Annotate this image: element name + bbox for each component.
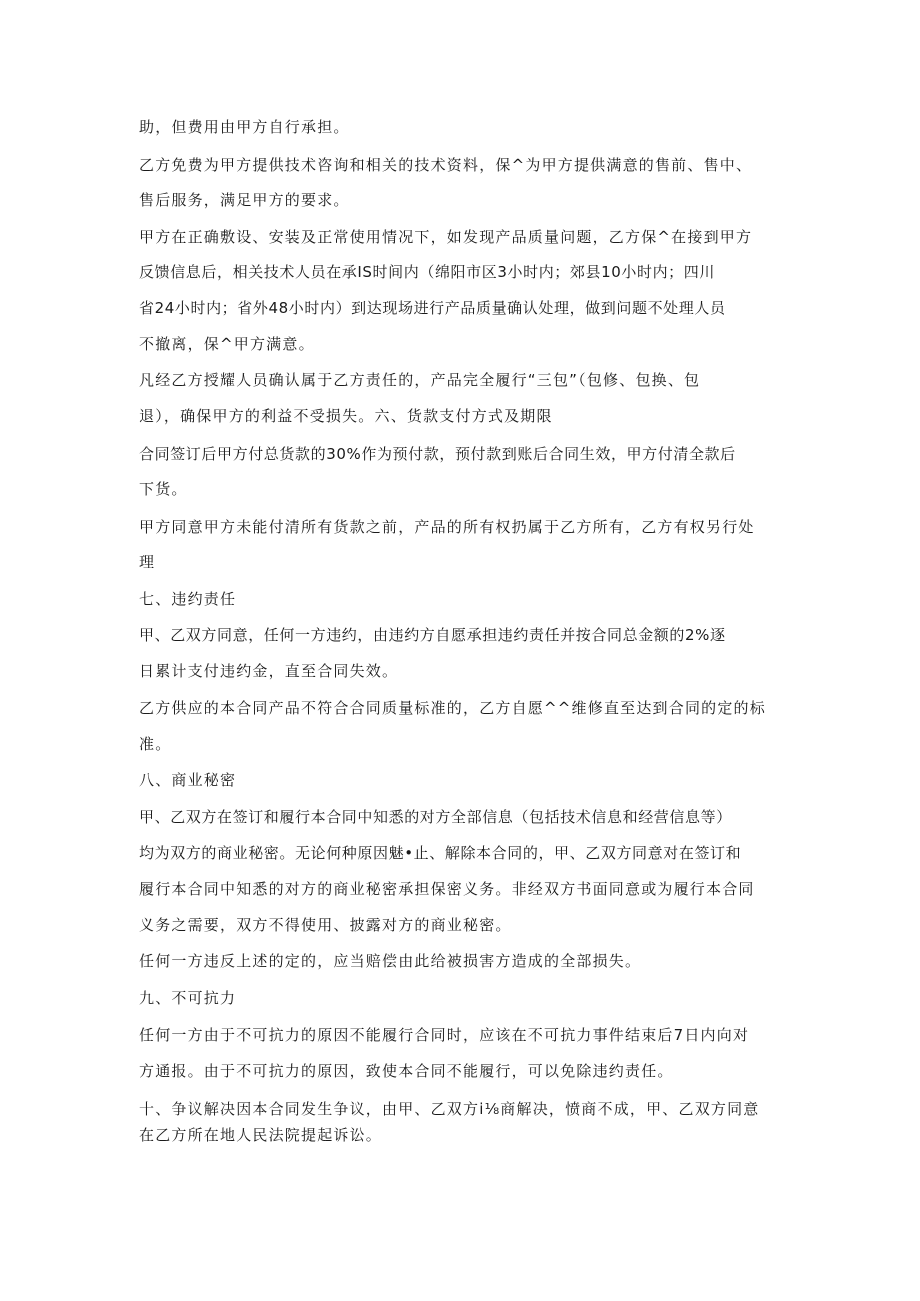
text-line: 十、争议解决因本合同发生争议，由甲、乙双方i⅛商解决，愤商不成，甲、乙双方同意 [139, 1100, 760, 1118]
text-line: 甲、乙双方在签订和履行本合同中知悉的对方全部信息（包括技术信息和经营信息等） [139, 808, 732, 826]
text-line: 合同签订后甲方付总货款的30%作为预付款，预付款到账后合同生效，甲方付清全款后 [139, 445, 736, 463]
text-line: 省24小时内；省外48小时内）到达现场进行产品质量确认处理，做到问题不处理人员 [139, 299, 726, 317]
text-line: 甲、乙双方同意，任何一方违约，由违约方自愿承担违约责任并按合同总金额的2%逐 [139, 626, 726, 644]
text-line: 义务之需要，双方不得使用、披露对方的商业秘密。 [139, 916, 512, 934]
text-line: 甲方同意甲方未能付清所有货款之前，产品的所有权扔属于乙方所有，乙方有权另行处 [139, 518, 755, 536]
text-line: 方通报。由于不可抗力的原因，致使本合同不能履行，可以免除违约责任。 [139, 1062, 674, 1080]
text-line: 凡经乙方授耀人员确认属于乙方责任的，产品完全履行“三包”（包修、包换、包 [139, 371, 701, 389]
text-line: 售后服务，满足甲方的要求。 [139, 191, 350, 209]
text-line: 助，但费用由甲方自行承担。 [139, 118, 350, 136]
text-line: 在乙方所在地人民法院提起诉讼。 [139, 1126, 383, 1144]
section-heading: 九、不可抗力 [139, 989, 237, 1007]
text-line: 下货。 [139, 480, 188, 498]
text-line: 不撤离，保^甲方满意。 [139, 335, 315, 353]
text-line: 退），确保甲方的利益不受损失。六、货款支付方式及期限 [139, 407, 553, 425]
text-line: 日累计支付违约金，直至合同失效。 [139, 662, 399, 680]
text-line: 均为双方的商业秘密。无论何种原因魅•止、解除本合同的，甲、乙双方同意对在签订和 [139, 844, 742, 862]
text-line: 甲方在正确敷设、安装及正常使用情况下，如发现产品质量问题，乙方保^在接到甲方 [139, 228, 753, 246]
text-line: 任何一方违反上述的定的，应当赔偿由此给被损害方造成的全部损失。 [139, 952, 642, 970]
text-line: 理 [139, 553, 156, 571]
text-line: 反馈信息后，相关技术人员在承IS时间内（绵阳市区3小时内；郊县10小时内；四川 [139, 263, 715, 281]
text-line: 乙方供应的本合同产品不符合合同质量标准的，乙方自愿^^维修直至达到合同的定的标 [139, 699, 766, 717]
text-line: 履行本合同中知悉的对方的商业秘密承担保密义务。非经双方书面同意或为履行本合同 [139, 880, 755, 898]
section-heading: 七、违约责任 [139, 590, 237, 608]
text-line: 准。 [139, 735, 172, 753]
section-heading: 八、商业秘密 [139, 771, 237, 789]
text-line: 乙方免费为甲方提供技术咨询和相关的技术资料，保^为甲方提供满意的售前、售中、 [139, 156, 753, 174]
text-line: 任何一方由于不可抗力的原因不能履行合同时，应该在不可抗力事件结束后7日内向对 [139, 1026, 750, 1044]
